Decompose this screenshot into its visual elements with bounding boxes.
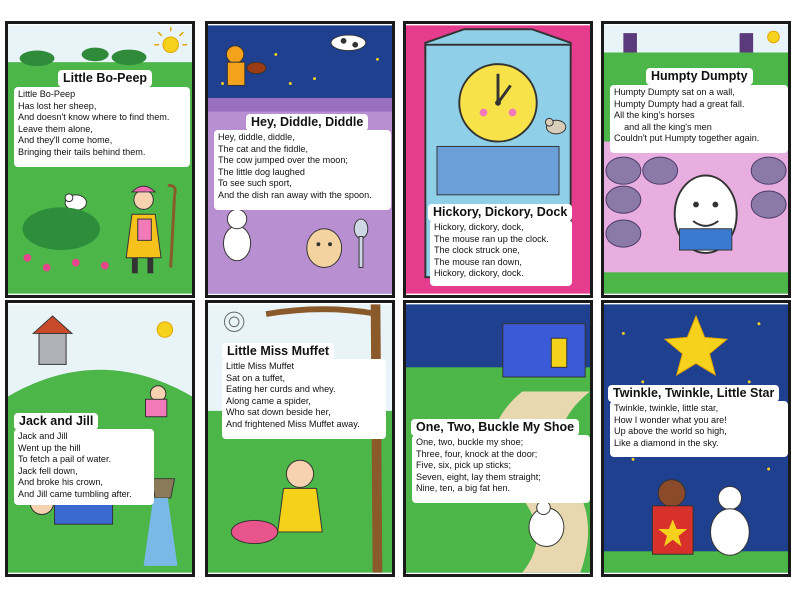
sun-icon [157,322,172,337]
card-title: Little Bo-Peep [58,70,152,87]
sun-icon [768,31,780,43]
card-hey-diddle-diddle [205,21,395,298]
humpty-scene [604,24,788,295]
clock-icon [459,64,536,141]
verse-box [222,359,386,439]
card-jack-and-jill [5,300,195,577]
verse-text: Hey, diddle, diddle, The cat and the fiddle, The cow jumped over the moon; The little dog laughed To see such sport, And the dish ran away with the spoon. [218,132,372,200]
card-hickory-dickory-dock [403,21,593,298]
verse-box [14,87,190,167]
cow-icon [331,35,366,50]
verse-text: One, two, buckle my shoe; Three, four, knock at the door; Five, six, pick up sticks; Seven, eight, lay them straight; Nine, ten, a big fat hen. [416,437,541,494]
dish-icon [307,229,342,268]
verse-text: Jack and Jill Went up the hill To fetch a pail of water. Jack fell down, And broke his crown, And Jill came tumbling after. [18,431,132,499]
dog-icon [223,209,250,260]
verse-text: Little Bo-Peep Has lost her sheep, And doesn't know where to find them. Leave them alone, And they'll come home, Bringing their tails behind them. [18,89,170,157]
card-twinkle-little-star [601,300,791,577]
card-title: Little Miss Muffet [222,343,334,360]
verse-text: Hickory, dickory, dock, The mouse ran up the clock. The clock struck one, The mouse ran down, Hickory, dickory, dock. [434,222,549,279]
card-little-miss-muffet [205,300,395,577]
card-title: Hickory, Dickory, Dock [428,204,572,221]
verse-text: Humpty Dumpty sat on a wall, Humpty Dumpty had a great fall. All the king's horses and all the king's men Couldn't put Humpty together again. [614,87,760,144]
verse-box [14,429,154,505]
verse-box [214,130,391,210]
verse-box [412,435,590,503]
card-title: Jack and Jill [14,413,98,430]
card-buckle-my-shoe [403,300,593,577]
card-title: Hey, Diddle, Diddle [246,114,368,131]
verse-text: Little Miss Muffet Sat on a tuffet, Eating her curds and whey. Along came a spider, Who sat down beside her, And frightened Miss Muffet away. [226,361,360,429]
card-title: Humpty Dumpty [646,68,753,85]
card-title: Twinkle, Twinkle, Little Star [608,385,779,402]
humpty-egg-icon [675,175,737,252]
verse-box [610,401,788,457]
card-little-bo-peep [5,21,195,298]
verse-box [430,220,572,286]
verse-box [610,85,788,153]
card-title: One, Two, Buckle My Shoe [411,419,579,436]
verse-text: Twinkle, twinkle, little star, How I wonder what you are! Up above the world so high, Like a diamond in the sky. [614,403,727,448]
tuffet-icon [231,520,277,543]
house-icon [503,324,585,377]
card-humpty-dumpty [601,21,791,298]
